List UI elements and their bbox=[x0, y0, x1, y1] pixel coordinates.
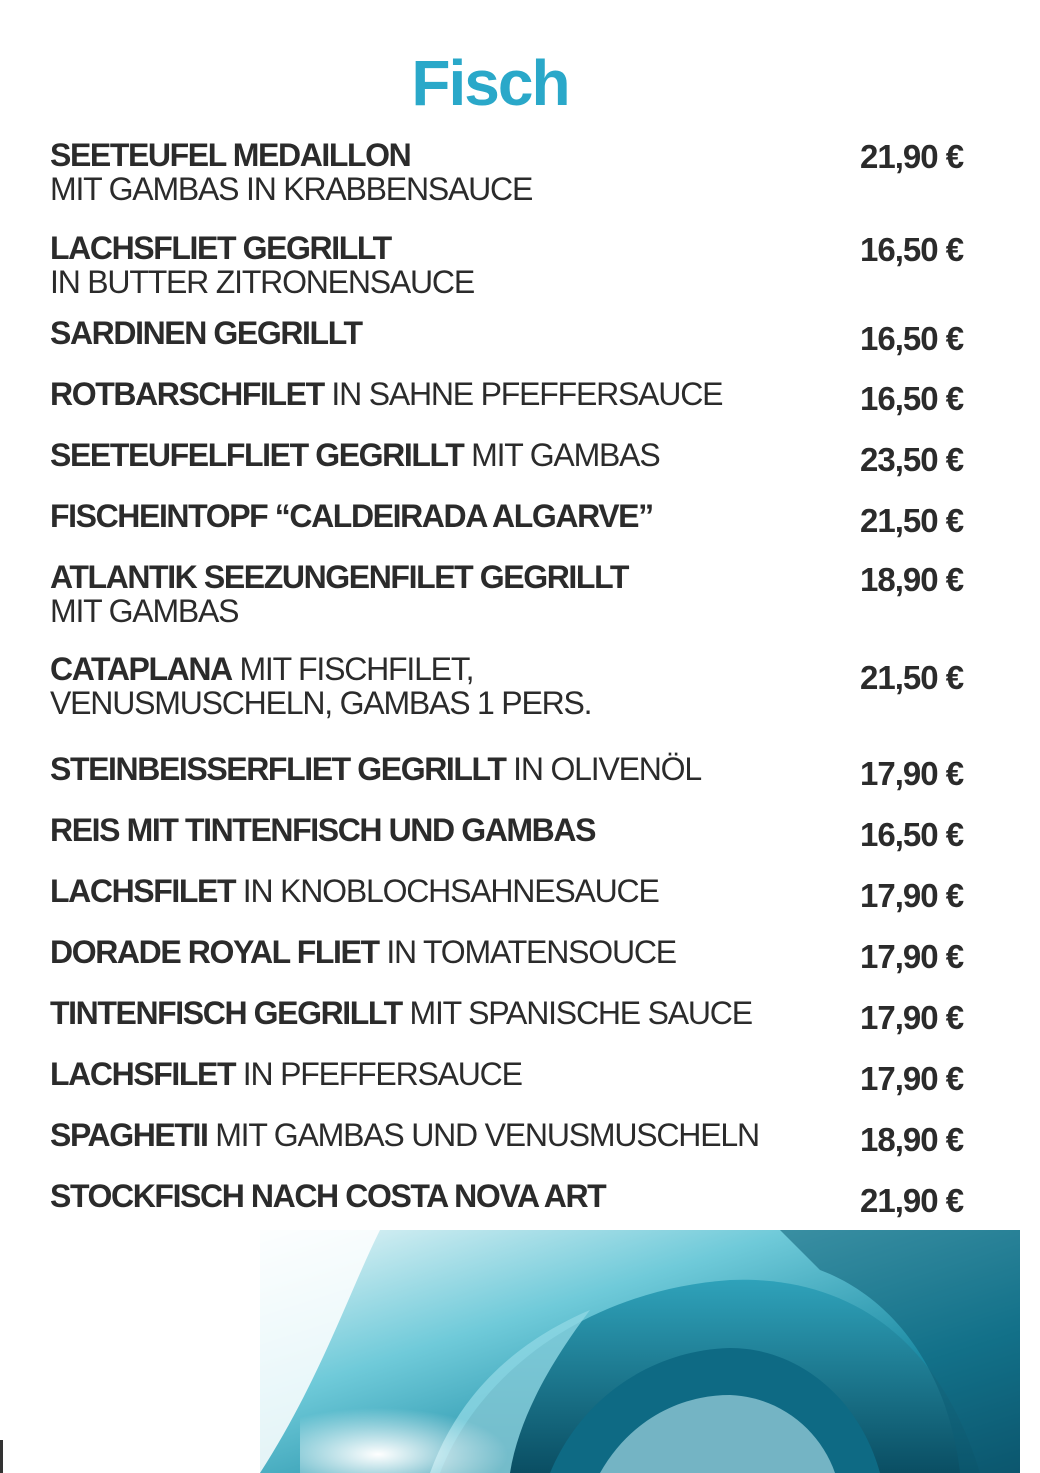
item-price: 16,50 € bbox=[860, 231, 964, 268]
item-desc: MIT SPANISCHE SAUCE bbox=[401, 995, 752, 1031]
item-desc: IN TOMATENSOUCE bbox=[378, 934, 676, 970]
item-desc: MIT FISCHFILET, bbox=[231, 651, 474, 687]
item-price: 21,90 € bbox=[860, 138, 964, 175]
item-name: CATAPLANA bbox=[50, 651, 232, 687]
ocean-wave-image bbox=[260, 1230, 1020, 1473]
menu-item bbox=[50, 377, 850, 411]
item-price: 23,50 € bbox=[860, 441, 964, 478]
item-desc: IN PFEFFERSAUCE bbox=[235, 1056, 522, 1092]
item-name: LACHSFILET bbox=[50, 1056, 236, 1092]
menu-item bbox=[50, 996, 850, 1030]
item-desc: MIT GAMBAS UND VENUSMUSCHELN bbox=[207, 1117, 759, 1153]
item-price: 16,50 € bbox=[860, 816, 964, 853]
menu-item bbox=[50, 935, 850, 969]
item-price: 17,90 € bbox=[860, 755, 964, 792]
menu-item bbox=[50, 813, 850, 847]
item-name: SARDINEN GEGRILLT bbox=[50, 315, 362, 351]
menu-item bbox=[50, 499, 850, 533]
menu-item bbox=[50, 652, 850, 720]
menu-item bbox=[50, 316, 850, 350]
item-desc: IN SAHNE PFEFFERSAUCE bbox=[323, 376, 723, 412]
item-price: 21,50 € bbox=[860, 659, 964, 696]
item-name: STEINBEISSERFLIET GEGRILLT bbox=[50, 751, 506, 787]
item-desc: MIT GAMBAS bbox=[463, 437, 660, 473]
menu-item bbox=[50, 138, 850, 206]
item-price: 21,50 € bbox=[860, 502, 964, 539]
item-desc: IN OLIVENÖL bbox=[505, 751, 701, 787]
item-name: ATLANTIK SEEZUNGENFILET GEGRILLT bbox=[50, 559, 628, 595]
item-price: 16,50 € bbox=[860, 380, 964, 417]
menu-item bbox=[50, 438, 850, 472]
item-price: 17,90 € bbox=[860, 1060, 964, 1097]
item-desc: IN KNOBLOCHSAHNESAUCE bbox=[235, 873, 659, 909]
item-price: 16,50 € bbox=[860, 320, 964, 357]
menu-item bbox=[50, 752, 850, 786]
item-desc-line2: IN BUTTER ZITRONENSAUCE bbox=[50, 264, 474, 300]
item-name: SEETEUFEL MEDAILLON bbox=[50, 137, 411, 173]
menu-title: Fisch bbox=[411, 47, 569, 119]
menu-item bbox=[50, 1179, 850, 1213]
item-price: 17,90 € bbox=[860, 999, 964, 1036]
item-desc-line2: MIT GAMBAS bbox=[50, 593, 239, 629]
item-name: LACHSFLIET GEGRILLT bbox=[50, 230, 391, 266]
item-name: FISCHEINTOPF “CALDEIRADA ALGARVE” bbox=[50, 498, 653, 534]
item-price: 17,90 € bbox=[860, 877, 964, 914]
item-name: LACHSFILET bbox=[50, 873, 236, 909]
item-name: TINTENFISCH GEGRILLT bbox=[50, 995, 402, 1031]
item-desc-line2: MIT GAMBAS IN KRABBENSAUCE bbox=[50, 171, 533, 207]
item-price: 18,90 € bbox=[860, 1121, 964, 1158]
menu-item bbox=[50, 1057, 850, 1091]
item-price: 17,90 € bbox=[860, 938, 964, 975]
item-name: STOCKFISCH NACH COSTA NOVA ART bbox=[50, 1178, 606, 1214]
item-name: SPAGHETII bbox=[50, 1117, 208, 1153]
menu-item bbox=[50, 874, 850, 908]
item-name: REIS MIT TINTENFISCH UND GAMBAS bbox=[50, 812, 596, 848]
item-price: 18,90 € bbox=[860, 561, 964, 598]
item-price: 21,90 € bbox=[860, 1182, 964, 1219]
scan-edge-mark bbox=[0, 1440, 3, 1473]
menu-item bbox=[50, 1118, 850, 1152]
item-name: DORADE ROYAL FLIET bbox=[50, 934, 379, 970]
item-name: SEETEUFELFLIET GEGRILLT bbox=[50, 437, 464, 473]
menu-item bbox=[50, 560, 850, 628]
menu-item bbox=[50, 231, 850, 299]
item-name: ROTBARSCHFILET bbox=[50, 376, 324, 412]
item-desc-line2: VENUSMUSCHELN, GAMBAS 1 PERS. bbox=[50, 685, 592, 721]
